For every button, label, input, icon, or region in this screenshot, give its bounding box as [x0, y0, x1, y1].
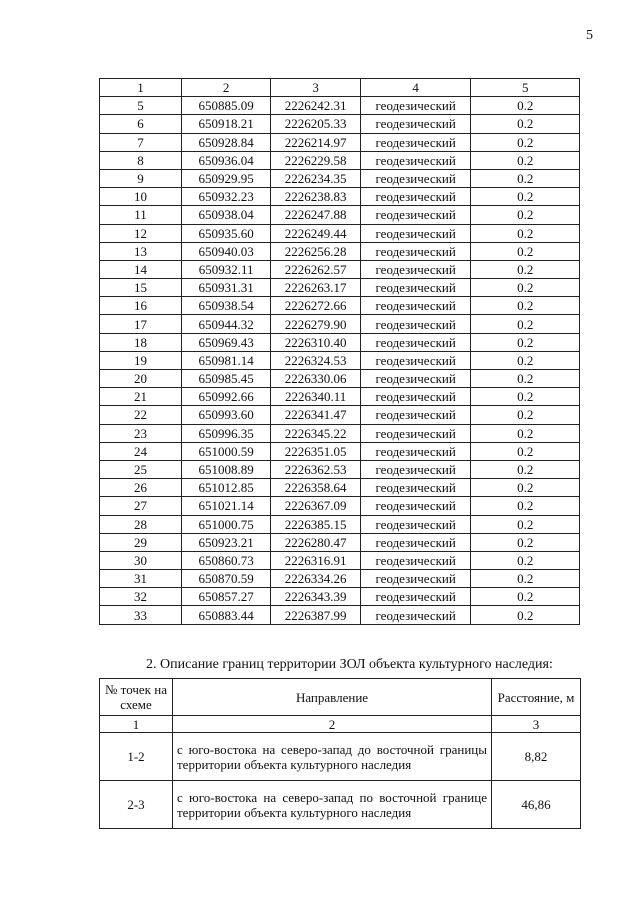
coordinate-x: 650992.66: [181, 388, 270, 406]
point-number: 13: [100, 242, 182, 260]
coordinate-x: 650938.04: [181, 206, 270, 224]
segment-distance: 8,82: [492, 733, 581, 781]
determination-method: геодезический: [360, 279, 471, 297]
coordinate-x: 650885.09: [181, 97, 270, 115]
determination-method: геодезический: [360, 533, 471, 551]
accuracy: 0.2: [471, 224, 580, 242]
coordinate-y: 2226343.39: [271, 588, 361, 606]
accuracy: 0.2: [471, 169, 580, 187]
determination-method: геодезический: [360, 151, 471, 169]
determination-method: геодезический: [360, 424, 471, 442]
coordinate-x: 650923.21: [181, 533, 270, 551]
table-row: [100, 260, 580, 278]
coordinate-y: 2226362.53: [271, 460, 361, 478]
table-row: [100, 515, 580, 533]
coordinate-x: 651008.89: [181, 460, 270, 478]
segment-distance: 46,86: [492, 781, 581, 829]
point-number: 21: [100, 388, 182, 406]
table-row: [100, 533, 580, 551]
coordinate-x: 650857.27: [181, 588, 270, 606]
table-row: [100, 588, 580, 606]
coordinate-y: 2226280.47: [271, 533, 361, 551]
coordinate-y: 2226234.35: [271, 169, 361, 187]
coordinate-y: 2226341.47: [271, 406, 361, 424]
page-number: 5: [586, 28, 593, 43]
coordinate-x: 650935.60: [181, 224, 270, 242]
accuracy: 0.2: [471, 206, 580, 224]
coordinate-x: 650993.60: [181, 406, 270, 424]
segment-direction: с юго-востока на северо-запад до восточной границы территории объекта культурного наследия: [173, 733, 492, 781]
table-row: [100, 781, 581, 829]
coordinate-y: 2226351.05: [271, 442, 361, 460]
point-number: 7: [100, 133, 182, 151]
determination-method: геодезический: [360, 260, 471, 278]
coordinate-x: 650969.43: [181, 333, 270, 351]
point-number: 16: [100, 297, 182, 315]
determination-method: геодезический: [360, 169, 471, 187]
coordinate-x: 651000.59: [181, 442, 270, 460]
determination-method: геодезический: [360, 606, 471, 624]
accuracy: 0.2: [471, 279, 580, 297]
coordinate-x: 650940.03: [181, 242, 270, 260]
table-row: [100, 406, 580, 424]
accuracy: 0.2: [471, 297, 580, 315]
table-row: [100, 424, 580, 442]
coordinate-y: 2226247.88: [271, 206, 361, 224]
accuracy: 0.2: [471, 606, 580, 624]
numbering-cell: 2: [173, 716, 492, 733]
point-number: 30: [100, 551, 182, 569]
determination-method: геодезический: [360, 551, 471, 569]
column-number: 4: [360, 79, 471, 97]
point-number: 29: [100, 533, 182, 551]
determination-method: геодезический: [360, 351, 471, 369]
boundary-table-header: [100, 679, 581, 716]
table-row: [100, 224, 580, 242]
accuracy: 0.2: [471, 570, 580, 588]
point-number: 27: [100, 497, 182, 515]
table-row: [100, 315, 580, 333]
accuracy: 0.2: [471, 533, 580, 551]
accuracy: 0.2: [471, 515, 580, 533]
table-row: [100, 479, 580, 497]
header-direction: Направление: [173, 679, 492, 716]
column-number: 5: [471, 79, 580, 97]
column-number: 2: [181, 79, 270, 97]
table-row: [100, 151, 580, 169]
accuracy: 0.2: [471, 133, 580, 151]
determination-method: геодезический: [360, 460, 471, 478]
coordinate-x: 650944.32: [181, 315, 270, 333]
table-row: [100, 188, 580, 206]
accuracy: 0.2: [471, 315, 580, 333]
point-number: 28: [100, 515, 182, 533]
coordinate-y: 2226385.15: [271, 515, 361, 533]
coordinate-y: 2226242.31: [271, 97, 361, 115]
boundary-table: [99, 678, 581, 829]
coordinate-y: 2226279.90: [271, 315, 361, 333]
coordinate-y: 2226345.22: [271, 424, 361, 442]
determination-method: геодезический: [360, 515, 471, 533]
coordinate-y: 2226256.28: [271, 242, 361, 260]
determination-method: геодезический: [360, 333, 471, 351]
point-number: 25: [100, 460, 182, 478]
coordinate-y: 2226367.09: [271, 497, 361, 515]
table-row: [100, 333, 580, 351]
determination-method: геодезический: [360, 133, 471, 151]
point-number: 26: [100, 479, 182, 497]
accuracy: 0.2: [471, 551, 580, 569]
coordinate-table: [99, 78, 580, 625]
coordinate-x: 650932.23: [181, 188, 270, 206]
determination-method: геодезический: [360, 388, 471, 406]
coordinate-y: 2226229.58: [271, 151, 361, 169]
coordinate-y: 2226340.11: [271, 388, 361, 406]
accuracy: 0.2: [471, 406, 580, 424]
accuracy: 0.2: [471, 260, 580, 278]
table-row: [100, 497, 580, 515]
numbering-cell: 3: [492, 716, 581, 733]
table-row: [100, 351, 580, 369]
point-number: 9: [100, 169, 182, 187]
accuracy: 0.2: [471, 424, 580, 442]
accuracy: 0.2: [471, 242, 580, 260]
determination-method: геодезический: [360, 406, 471, 424]
accuracy: 0.2: [471, 479, 580, 497]
coordinate-y: 2226387.99: [271, 606, 361, 624]
point-number: 11: [100, 206, 182, 224]
point-number: 6: [100, 115, 182, 133]
point-number: 15: [100, 279, 182, 297]
coordinate-x: 650870.59: [181, 570, 270, 588]
coordinate-x: 651021.14: [181, 497, 270, 515]
determination-method: геодезический: [360, 206, 471, 224]
boundary-section-title: 2. Описание границ территории ЗОЛ объекта культурного наследия:: [146, 657, 553, 672]
point-number: 24: [100, 442, 182, 460]
point-number: 22: [100, 406, 182, 424]
table-row: [100, 242, 580, 260]
segment-points: 2-3: [100, 781, 173, 829]
coordinate-y: 2226334.26: [271, 570, 361, 588]
coordinate-x: 650938.54: [181, 297, 270, 315]
coordinate-y: 2226262.57: [271, 260, 361, 278]
coordinate-y: 2226263.17: [271, 279, 361, 297]
table-row: [100, 388, 580, 406]
coordinate-y: 2226249.44: [271, 224, 361, 242]
coordinate-y: 2226324.53: [271, 351, 361, 369]
accuracy: 0.2: [471, 370, 580, 388]
coordinate-x: 650929.95: [181, 169, 270, 187]
table-row: [100, 133, 580, 151]
determination-method: геодезический: [360, 570, 471, 588]
table-row: [100, 297, 580, 315]
coordinate-x: 650883.44: [181, 606, 270, 624]
table-row: [100, 442, 580, 460]
determination-method: геодезический: [360, 224, 471, 242]
determination-method: геодезический: [360, 442, 471, 460]
coordinate-x: 651000.75: [181, 515, 270, 533]
coordinate-y: 2226272.66: [271, 297, 361, 315]
coordinate-y: 2226205.33: [271, 115, 361, 133]
coordinate-x: 650936.04: [181, 151, 270, 169]
point-number: 23: [100, 424, 182, 442]
accuracy: 0.2: [471, 351, 580, 369]
column-number: 1: [100, 79, 182, 97]
coordinate-x: 650860.73: [181, 551, 270, 569]
coordinate-x: 650928.84: [181, 133, 270, 151]
point-number: 31: [100, 570, 182, 588]
coordinate-y: 2226238.83: [271, 188, 361, 206]
coordinate-x: 650985.45: [181, 370, 270, 388]
coordinate-x: 650932.11: [181, 260, 270, 278]
accuracy: 0.2: [471, 115, 580, 133]
table-row: [100, 370, 580, 388]
coordinate-x: 650981.14: [181, 351, 270, 369]
determination-method: геодезический: [360, 188, 471, 206]
determination-method: геодезический: [360, 115, 471, 133]
coordinate-table-header: [100, 79, 580, 97]
point-number: 19: [100, 351, 182, 369]
table-row: [100, 551, 580, 569]
boundary-table-numbering: [100, 716, 581, 733]
table-row: [100, 606, 580, 624]
coordinate-y: 2226316.91: [271, 551, 361, 569]
coordinate-x: 650918.21: [181, 115, 270, 133]
coordinate-y: 2226330.06: [271, 370, 361, 388]
point-number: 10: [100, 188, 182, 206]
segment-points: 1-2: [100, 733, 173, 781]
table-row: [100, 460, 580, 478]
accuracy: 0.2: [471, 497, 580, 515]
table-row: [100, 97, 580, 115]
point-number: 5: [100, 97, 182, 115]
accuracy: 0.2: [471, 442, 580, 460]
determination-method: геодезический: [360, 588, 471, 606]
determination-method: геодезический: [360, 315, 471, 333]
point-number: 33: [100, 606, 182, 624]
determination-method: геодезический: [360, 97, 471, 115]
table-row: [100, 206, 580, 224]
accuracy: 0.2: [471, 460, 580, 478]
accuracy: 0.2: [471, 188, 580, 206]
numbering-cell: 1: [100, 716, 173, 733]
point-number: 14: [100, 260, 182, 278]
column-number: 3: [271, 79, 361, 97]
accuracy: 0.2: [471, 97, 580, 115]
coordinate-y: 2226358.64: [271, 479, 361, 497]
determination-method: геодезический: [360, 297, 471, 315]
table-row: [100, 115, 580, 133]
accuracy: 0.2: [471, 388, 580, 406]
determination-method: геодезический: [360, 497, 471, 515]
coordinate-x: 651012.85: [181, 479, 270, 497]
segment-direction: с юго-востока на северо-запад по восточной границе территории объекта культурного наследия: [173, 781, 492, 829]
point-number: 20: [100, 370, 182, 388]
point-number: 32: [100, 588, 182, 606]
point-number: 17: [100, 315, 182, 333]
header-point-numbers: № точек на схеме: [100, 679, 173, 716]
point-number: 12: [100, 224, 182, 242]
coordinate-x: 650931.31: [181, 279, 270, 297]
coordinate-y: 2226214.97: [271, 133, 361, 151]
table-row: [100, 733, 581, 781]
point-number: 8: [100, 151, 182, 169]
header-distance: Расстояние, м: [492, 679, 581, 716]
accuracy: 0.2: [471, 151, 580, 169]
coordinate-x: 650996.35: [181, 424, 270, 442]
determination-method: геодезический: [360, 242, 471, 260]
table-row: [100, 279, 580, 297]
table-row: [100, 570, 580, 588]
accuracy: 0.2: [471, 588, 580, 606]
point-number: 18: [100, 333, 182, 351]
table-row: [100, 169, 580, 187]
determination-method: геодезический: [360, 479, 471, 497]
accuracy: 0.2: [471, 333, 580, 351]
coordinate-y: 2226310.40: [271, 333, 361, 351]
determination-method: геодезический: [360, 370, 471, 388]
